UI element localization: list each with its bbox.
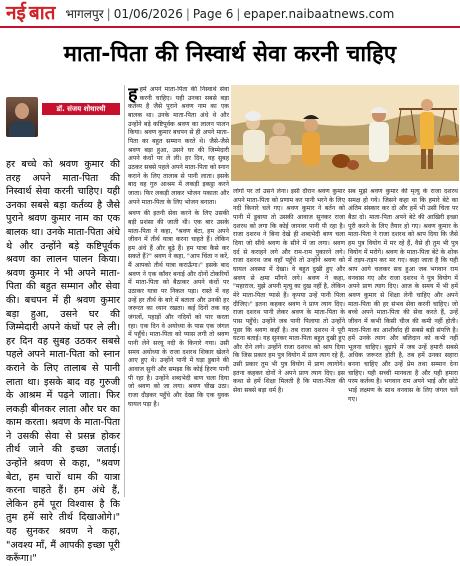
column3-paragraph-1: सब मुझे श्रवण कुमार की मृत्यु के राजा दशरथ समक्ष हो गये। जिसने कहा था कि हमारे बेटे का अंतिम संस्कार कर दो और हमें भी उसी चिता पर बैठा दो। माता-पिता अपने बेटे की आखिरी इच्छा पूरी करने के लिए तैयार हो गए। श्रवण कुमार के माता-पिता ने राजा दशरथ को श्राप दिया कि जैसे हम पुत्र वियोग में मर रहे हैं, वैसे ही तुम भी पुत्र वियोग में मरोगे। श्रवण के माता-पिता बेटे के शोक में तड़प-तड़प कर मर गए। कहा जाता है कि यही श्राप आगे चलकर सच हुआ जब भगवान राम वनवास गए और राजा दशरथ ने पुत्र वियोग में अपने प्राण त्याग दिए। आज के समय में भी हमें श्रवण कुमार से शिक्षा लेनी चाहिए और अपने माता-पिता की हर संभव सेवा करनी चाहिए। जो बच्चे अपने माता-पिता की सेवा करते हैं, उन्हें जीवन में कभी किसी चीज की कमी नहीं होती। माता-पिता का आशीर्वाद ही सबसे बड़ी संपत्ति है। हमें उनके त्याग और बलिदान को कभी नहीं भूलना चाहिए। बुढ़ापे में जब उन्हें हमारी सबसे अधिक जरूरत होती है, तब हमें उनका सहारा बनना चाहिए और उन्हें प्रेम तथा सम्मान देना चाहिए। यही सच्ची मानवता है और यही हमारा परम कर्तव्य है। भगवान राम अपने भाई और छोटे भाई लक्ष्मण के साथ वनवास के लिए जंगल चले गए। [348,188,458,403]
author-photo [6,97,38,137]
masthead [0,0,460,28]
logo-part1: नई [6,2,26,24]
dropcap: ह [128,86,138,105]
newspaper-logo[interactable] [0,1,59,25]
page-label: Page 6 [192,6,234,21]
logo-part2: बात [28,2,56,24]
column1-paragraph-2: श्रवण की इतनी सेवा करने के लिए उसकी बड़ी प्रशंसा की जाती थी। एक बार उसके माता-पिता ने कहा, "श्रवण बेटा, हम अपने जीवन में तीर्थ यात्रा करना चाहते हैं। लेकिन हम अंधे हैं और बूढ़े हैं। हम यात्रा कैसे कर सकते हैं?" श्रवण ने कहा, "आप चिंता न करें, मैं आपको तीर्थ यात्रा कराऊँगा।" इसके बाद श्रवण ने एक काँवर बनाई और दोनों टोकरियों में माता-पिता को बैठाकर अपने कंधों पर उठाकर यात्रा पर निकल पड़ा। रास्ते में वह उन्हें हर तीर्थ के बारे में बताता और उनकी हर जरूरत का ध्यान रखता। कई दिनों तक वह जंगलों, पहाड़ों और नदियों को पार करता रहा। एक दिन वे अयोध्या के पास एक जंगल में पहुँचे। माता-पिता को प्यास लगी तो श्रवण पानी लेने सरयू नदी के किनारे गया। उसी समय अयोध्या के राजा दशरथ शिकार खेलने आए हुए थे। उन्होंने पानी में घड़ा डुबाने की आवाज सुनी और समझा कि कोई हिरण पानी पी रहा है। उन्होंने शब्दभेदी बाण चला दिया जो श्रवण को जा लगा। श्रवण चीख उठा। राजा दौड़कर पहुँचे और देखा कि एक युवक घायल पड़ा है। [128,210,229,408]
article-intro: हर बच्चे को श्रवण कुमार की तरह अपने माता-पिता की निस्वार्थ सेवा करनी चाहिए। यही उनका सबसे बड़ा कर्तव्य है जैसे पुराने श्रवण कुमार नाम का एक बालक था। उनके माता-पिता अंधे थे और उन्होंने बड़े कष्टिपूर्वक श्रवण का लालन पालन किया। श्रवण कुमार ने भी अपने माता-पिता की बहुत सम्मान और सेवा की। बचपन में ही श्रवण कुमार बड़ा हुआ, उसने घर की जिम्मेदारी अपने कंधों पर ले ली। हर दिन वह सुबह उठकर सबसे पहले अपने माता-पिता को स्नान कराने के लिए तालाब से पानी लाता था। इसके बाद वह गुरुजी के आश्रम में पढ़ने जाता। फिर लकड़ी बीनकर लाता और घर का काम करता। श्रवण के माता-पिता ने उसकी सेवा से प्रसन्न होकर तीर्थ जाने की इच्छा जताई। उन्होंने श्रवण से कहा, "श्रवण बेटा, हम चारों धाम की यात्रा करना चाहते हैं। हम अंधे हैं, लेकिन हमें पूरा विश्वास है कि तुम हमें सारे तीर्थ दिखाओगे।" यह सुनकर श्रवण ने कहा, "अवश्य माँ, मैं आपकी इच्छा पूरी करूँगा।" [6,159,120,565]
website-link[interactable]: epaper.naibaatnews.com [243,6,395,21]
column2-paragraph-1: लोगों पर तो उसने लेना। इसी दौरान श्रवण कुमार अपने माता-पिता को प्रणाम कर पानी भरने के लिए नदी किनारे चले गए। श्रवण कुमार ने बर्तन को पानी में डुबाया तो उसकी आवाज सुनकर राजा दशरथ को लगा कि कोई जानवर पानी पी रहा है। राजा दशरथ ने बिना देखे ही शब्दभेदी बाण चला दिया जो सीधे श्रवण के सीने में जा लगा। श्रवण दर्द से कराहने लगे और राम-राम पुकारने लगे। राजा दशरथ जब वहाँ पहुँचे तो उन्होंने श्रवण को घायल अवस्था में देखा। वे बहुत दुखी हुए और श्रवण से क्षमा माँगने लगे। श्रवण ने कहा, "महाराज, मुझे अपनी मृत्यु का दुख नहीं है, लेकिन मेरे माता-पिता प्यासे हैं। कृपया उन्हें पानी पिला दीजिए।" इतना कहकर श्रवण ने प्राण त्याग दिए। राजा दशरथ पानी लेकर श्रवण के माता-पिता के पास पहुँचे। उन्होंने जब पानी पिलाया तो उन्होंने पूछा कि श्रवण कहाँ है। तब राजा दशरथ ने पूरी घटना बताई। यह सुनकर माता-पिता बहुत दुखी हुए और रोने लगे। उन्होंने राजा दशरथ को श्राप दिया कि जिस प्रकार हम पुत्र वियोग में प्राण त्याग रहे हैं, उसी प्रकार तुम भी पुत्र वियोग में प्राण त्यागोगे। इतना कहकर दोनों ने अपने प्राण त्याग दिए। इस कथा से हमें शिक्षा मिलती है कि माता-पिता की सेवा सबसे बड़ा धर्म है। [233,188,345,395]
date-label: 01/06/2026 [113,6,183,21]
city-label: भागलपुर [65,6,104,21]
article-headline: माता-पिता की निस्वार्थ सेवा करनी चाहिए [63,42,397,67]
article-column-1 [128,86,229,494]
column1-paragraph-1: हमें अपने माता-पिता की निस्वार्थ सेवा करनी चाहिए। यही उनका सबसे बड़ा कर्तव्य है जैसे पुराने श्रवण नाम का एक बालक था। उनके माता-पिता अंधे थे और उन्होंने बड़े कष्टिपूर्वक श्रवण का लालन पालन किया। श्रवण कुमार बचपन से ही अपने माता-पिता का बहुत सम्मान करते थे। जैसे-जैसे श्रवण बड़ा हुआ, उसने घर की जिम्मेदारी अपने कंधों पर ले ली। हर दिन, वह सुबह उठकर सबसे पहले अपने माता-पिता को स्नान कराने के लिए तालाब से पानी लाता। इसके बाद वह गुरु आश्रम में लकड़ी इकट्ठा करने जाता। फिर लकड़ी लाकर भोजन पकाता और अपने माता-पिता के लिए भोजन बनाता। [128,86,229,206]
column-divider [124,85,125,497]
shravan-kumar-illustration [231,85,459,181]
article-column-2 [233,188,345,494]
masthead-info: भागलपुर | 01/06/2026 | Page 6 | epaper.naibaatnews.com [65,6,395,21]
article-column-3 [348,188,458,494]
author-name: डॉ. संजय शोधारथी [42,103,120,115]
